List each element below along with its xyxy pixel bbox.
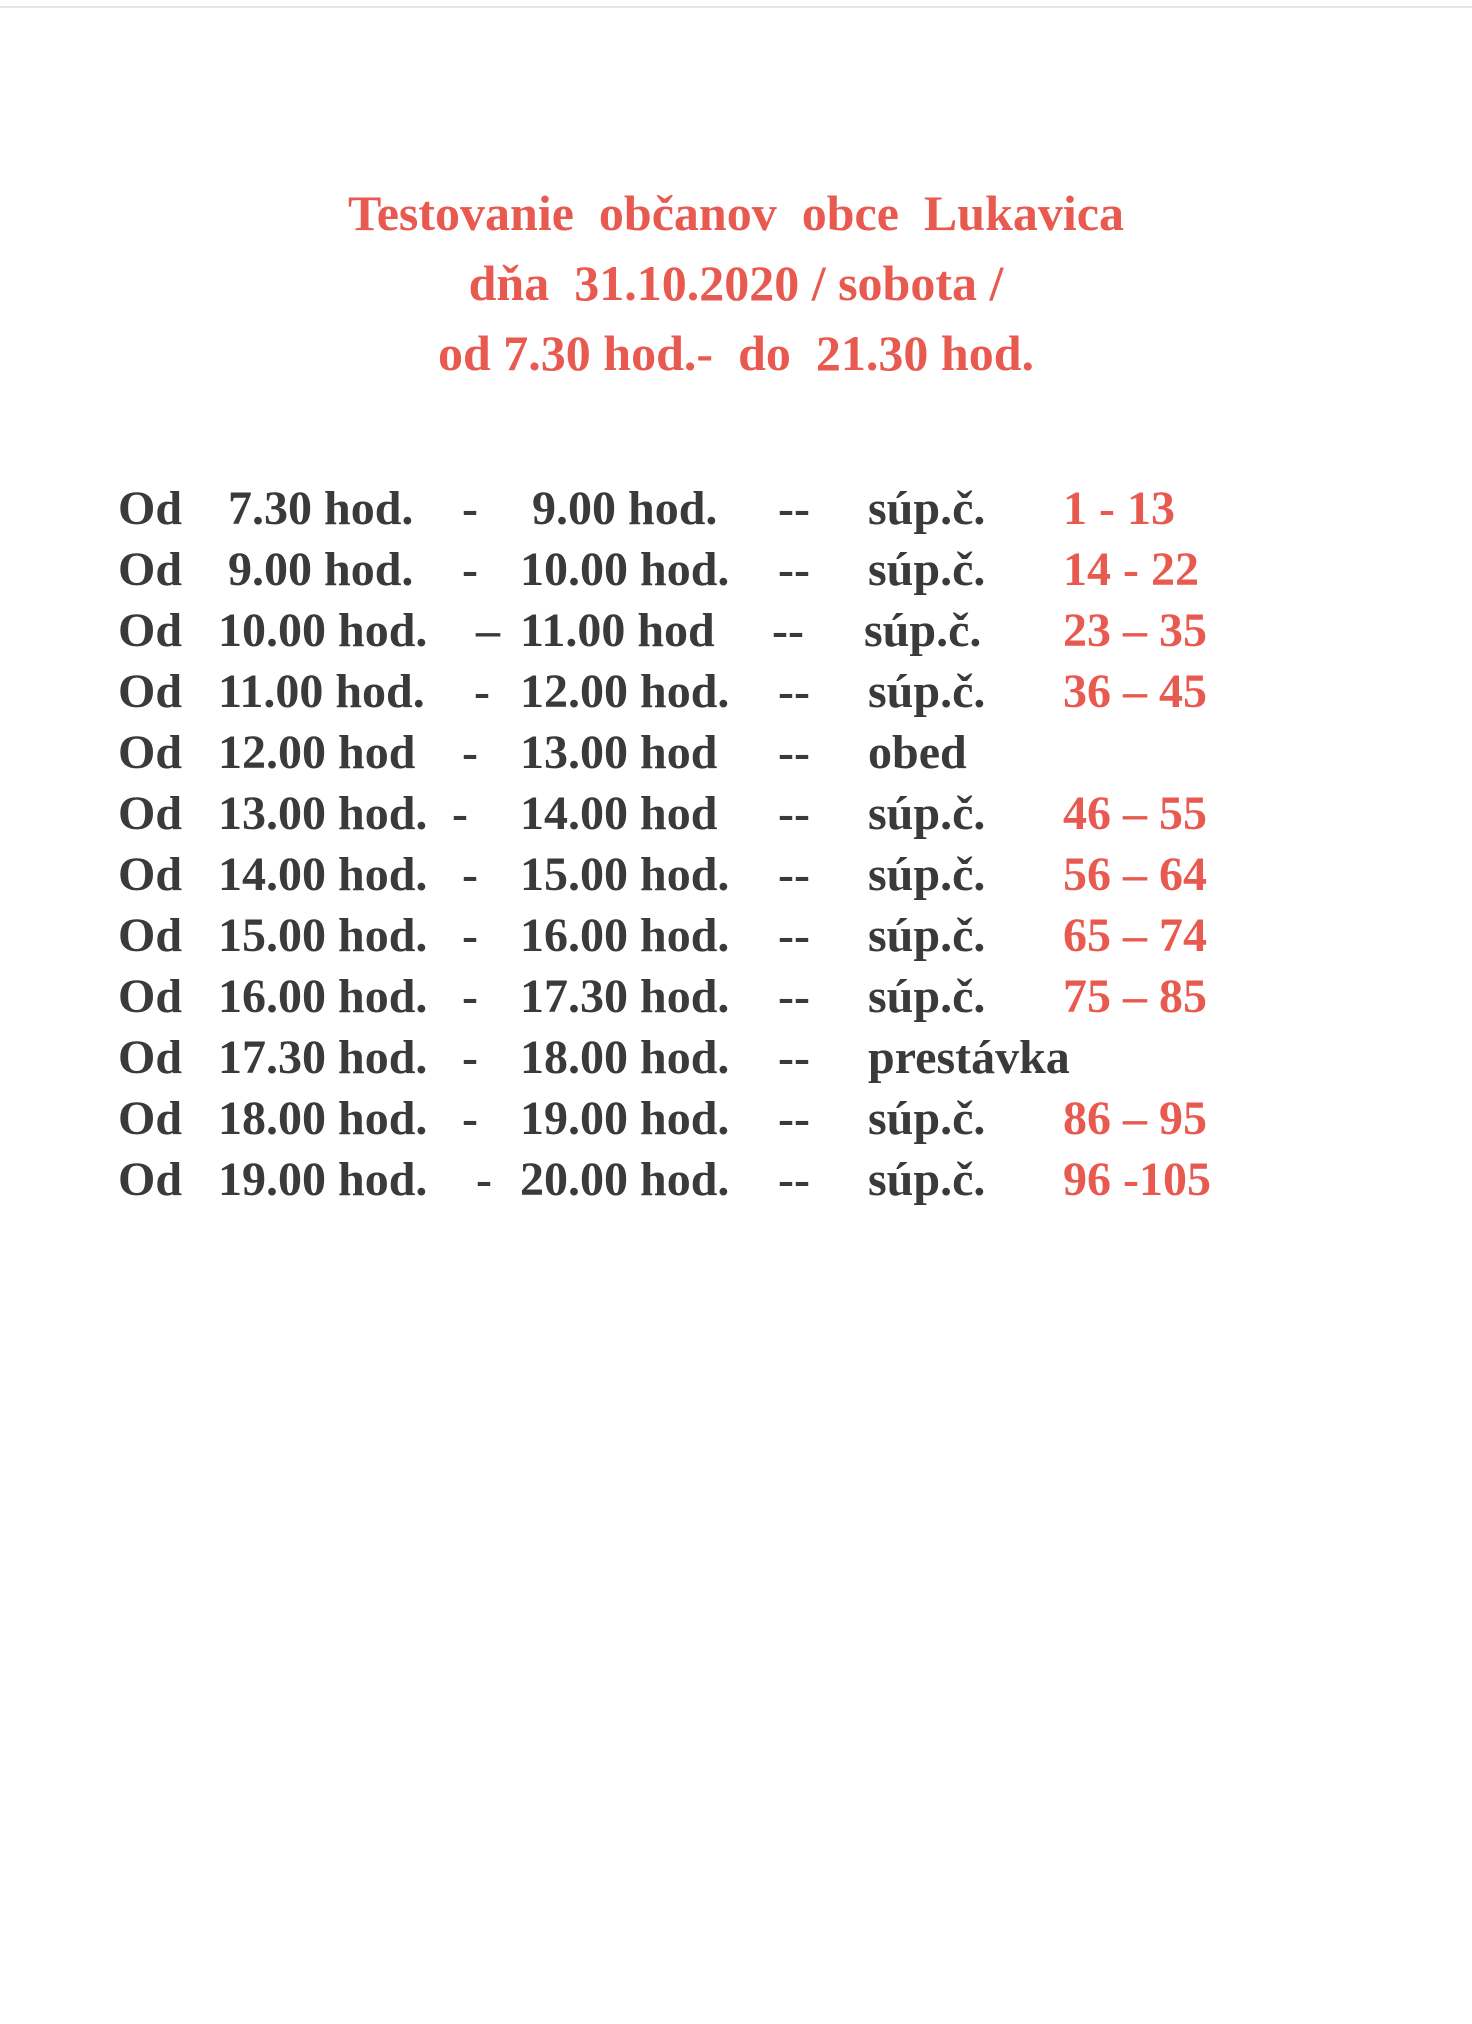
row-dash: -- (778, 970, 810, 1023)
scan-edge-line (0, 6, 1472, 8)
row-label: súp.č. (868, 543, 986, 596)
row-from-time: 19.00 hod. (218, 1153, 428, 1206)
row-house-range: 75 – 85 (1063, 970, 1207, 1023)
row-od: Od (118, 909, 183, 962)
row-label: súp.č. (868, 848, 986, 901)
row-separator: - (462, 909, 478, 962)
row-to-time: 18.00 hod. (520, 1031, 730, 1084)
row-dash: -- (778, 909, 810, 962)
row-label: súp.č. (868, 1153, 986, 1206)
row-label: súp.č. (864, 604, 982, 657)
schedule-row (0, 1149, 1472, 1210)
row-house-range: 56 – 64 (1063, 848, 1207, 901)
row-od: Od (118, 482, 183, 535)
row-to-time: 16.00 hod. (520, 909, 730, 962)
row-to-time: 17.30 hod. (520, 970, 730, 1023)
row-from-time: 12.00 hod (218, 726, 416, 779)
row-house-range: 96 -105 (1063, 1153, 1211, 1206)
title-line-3: od 7.30 hod.- do 21.30 hod. (438, 325, 1034, 381)
row-dash: -- (778, 665, 810, 718)
title-line-2: dňa 31.10.2020 / sobota / (468, 255, 1004, 311)
row-od: Od (118, 1153, 183, 1206)
row-separator: – (476, 604, 500, 657)
schedule-row (0, 661, 1472, 722)
row-label: súp.č. (868, 1092, 986, 1145)
schedule-row (0, 478, 1472, 539)
row-od: Od (118, 1031, 183, 1084)
schedule-row (0, 1088, 1472, 1149)
row-separator: - (462, 1031, 478, 1084)
row-dash: -- (778, 848, 810, 901)
row-house-range: 1 - 13 (1063, 482, 1175, 535)
schedule-row (0, 966, 1472, 1027)
row-to-time: 19.00 hod. (520, 1092, 730, 1145)
row-house-range: 86 – 95 (1063, 1092, 1207, 1145)
row-from-time: 18.00 hod. (218, 1092, 428, 1145)
row-dash: -- (778, 1092, 810, 1145)
row-label: súp.č. (868, 909, 986, 962)
row-separator: - (462, 543, 478, 596)
schedule-row (0, 722, 1472, 783)
row-from-time: 16.00 hod. (218, 970, 428, 1023)
row-from-time: 7.30 hod. (228, 482, 414, 535)
schedule-list (0, 478, 1472, 1218)
row-to-time: 20.00 hod. (520, 1153, 730, 1206)
row-od: Od (118, 665, 183, 718)
row-od: Od (118, 787, 183, 840)
row-od: Od (118, 848, 183, 901)
row-from-time: 10.00 hod. (218, 604, 428, 657)
row-od: Od (118, 726, 183, 779)
row-label: súp.č. (868, 482, 986, 535)
row-separator: - (476, 1153, 492, 1206)
row-from-time: 11.00 hod. (218, 665, 425, 718)
schedule-row (0, 783, 1472, 844)
row-separator: - (462, 726, 478, 779)
row-dash: -- (778, 726, 810, 779)
row-dash: -- (772, 604, 804, 657)
row-to-time: 11.00 hod (520, 604, 715, 657)
row-separator: - (474, 665, 490, 718)
row-label: súp.č. (868, 970, 986, 1023)
row-house-range: 23 – 35 (1063, 604, 1207, 657)
schedule-row (0, 600, 1472, 661)
row-label: súp.č. (868, 787, 986, 840)
row-dash: -- (778, 482, 810, 535)
row-label: prestávka (868, 1031, 1070, 1084)
row-separator: - (452, 787, 468, 840)
schedule-row (0, 905, 1472, 966)
row-house-range: 46 – 55 (1063, 787, 1207, 840)
row-od: Od (118, 543, 183, 596)
row-od: Od (118, 1092, 183, 1145)
row-house-range: 36 – 45 (1063, 665, 1207, 718)
row-label: obed (868, 726, 967, 779)
row-od: Od (118, 604, 183, 657)
row-from-time: 9.00 hod. (228, 543, 414, 596)
title-line-1: Testovanie občanov obce Lukavica (347, 185, 1124, 241)
row-dash: -- (778, 787, 810, 840)
schedule-row (0, 1027, 1472, 1088)
row-to-time: 13.00 hod (520, 726, 718, 779)
schedule-row (0, 844, 1472, 905)
row-house-range: 65 – 74 (1063, 909, 1207, 962)
row-dash: -- (778, 1153, 810, 1206)
row-house-range: 14 - 22 (1063, 543, 1199, 596)
row-separator: - (462, 970, 478, 1023)
row-from-time: 14.00 hod. (218, 848, 428, 901)
document-title (0, 178, 1472, 388)
row-od: Od (118, 970, 183, 1023)
row-from-time: 15.00 hod. (218, 909, 428, 962)
row-from-time: 13.00 hod. (218, 787, 428, 840)
schedule-row (0, 539, 1472, 600)
row-to-time: 14.00 hod (520, 787, 718, 840)
row-to-time: 12.00 hod. (520, 665, 730, 718)
row-dash: -- (778, 1031, 810, 1084)
row-dash: -- (778, 543, 810, 596)
row-to-time: 10.00 hod. (520, 543, 730, 596)
row-separator: - (462, 482, 478, 535)
row-separator: - (462, 848, 478, 901)
row-to-time: 15.00 hod. (520, 848, 730, 901)
row-label: súp.č. (868, 665, 986, 718)
row-to-time: 9.00 hod. (532, 482, 718, 535)
row-from-time: 17.30 hod. (218, 1031, 428, 1084)
row-separator: - (462, 1092, 478, 1145)
